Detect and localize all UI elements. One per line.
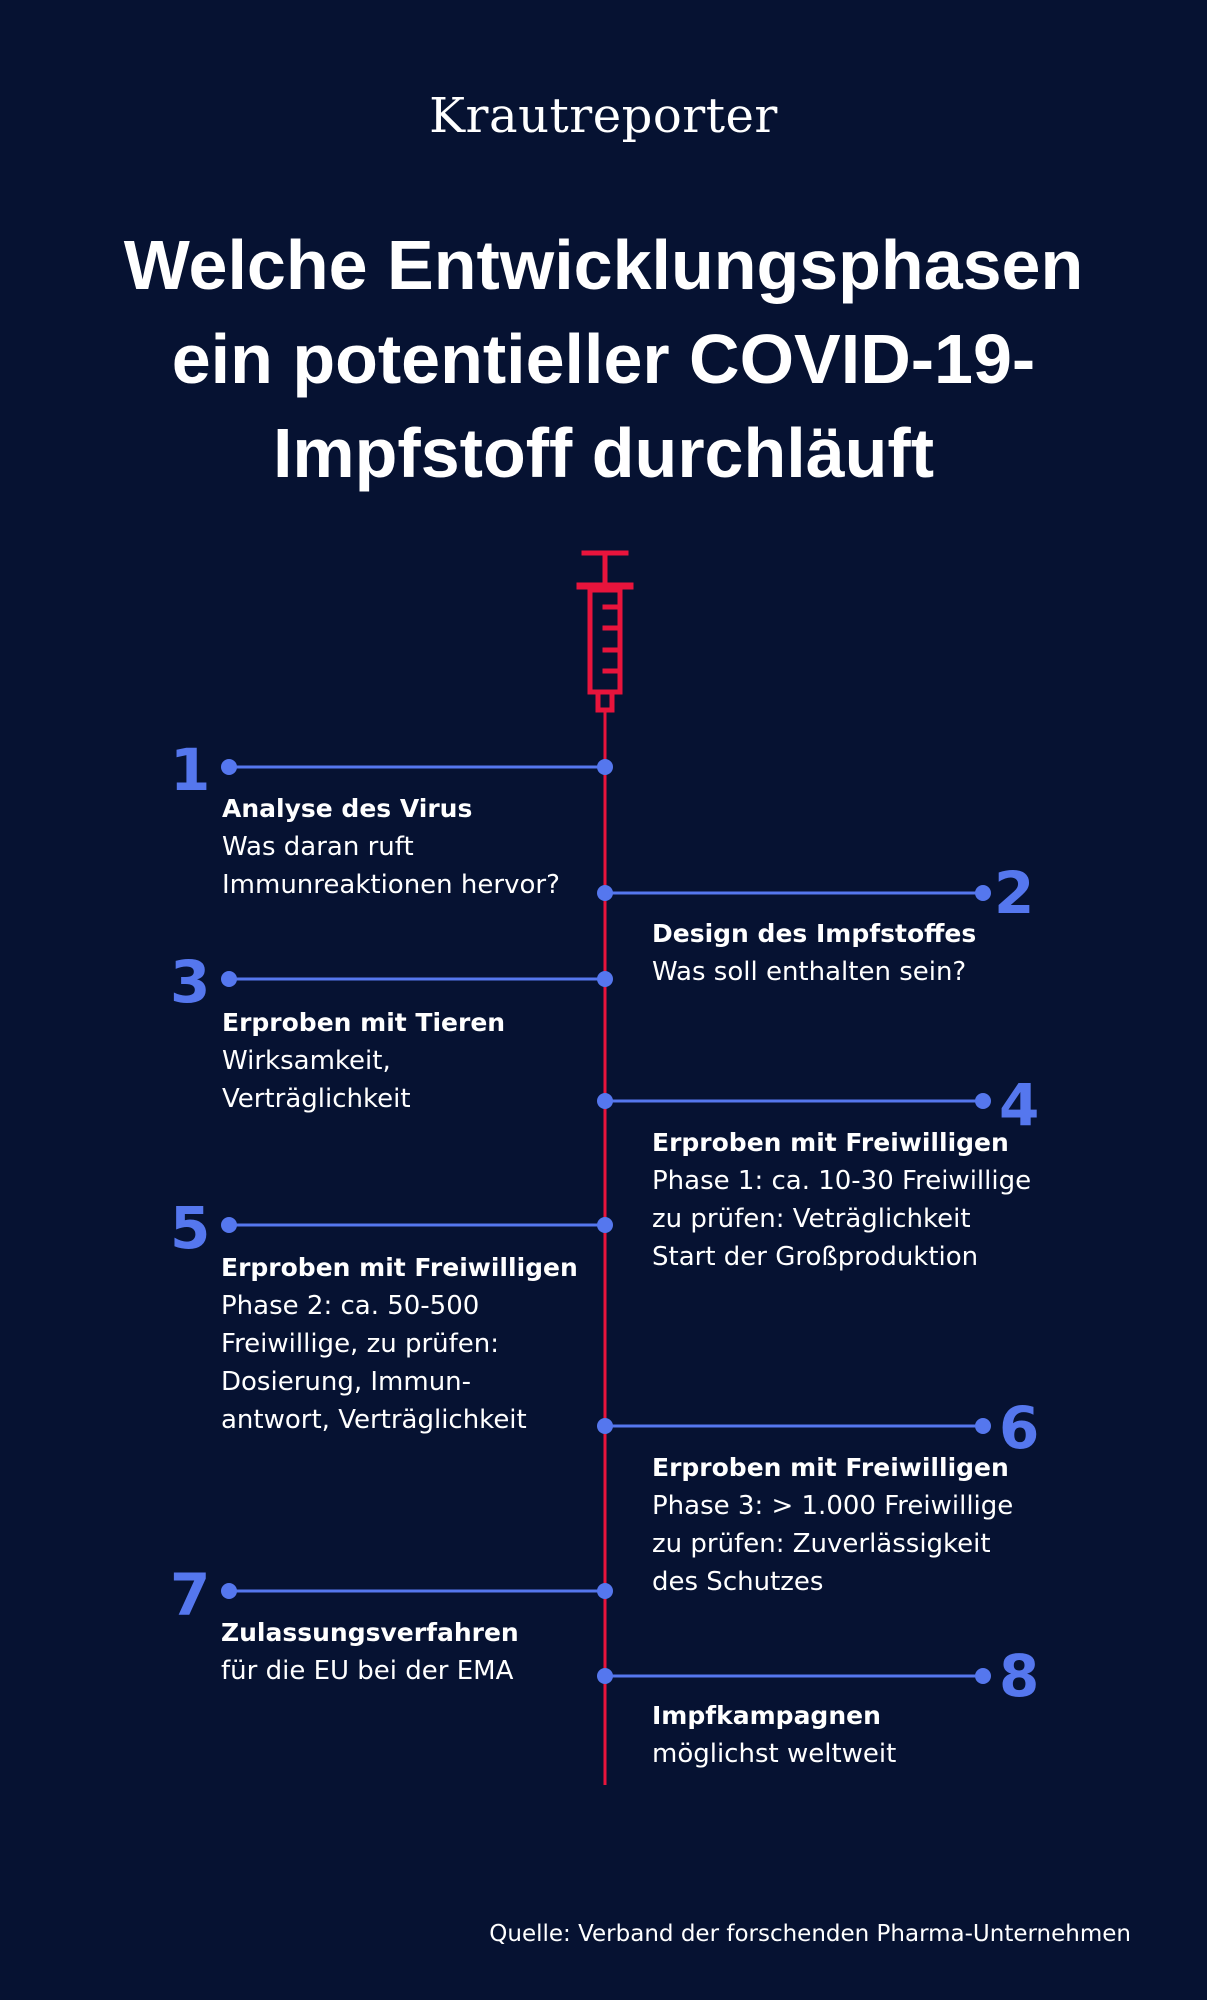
step-title: Erproben mit Freiwilligen xyxy=(221,1253,578,1282)
syringe-icon xyxy=(580,553,630,710)
step-description-line: Start der Großproduktion xyxy=(652,1242,979,1272)
step-description-line: für die EU bei der EMA xyxy=(221,1656,514,1686)
step-description xyxy=(652,953,1032,991)
step-4 xyxy=(652,1124,1092,1276)
title-line: ein potentieller COVID-19- xyxy=(171,320,1036,398)
step-description-line: Was daran ruft xyxy=(222,832,414,862)
step-number-3: 3 xyxy=(170,948,211,1016)
step-description xyxy=(652,1162,1092,1276)
step-description-line: Wirksamkeit, xyxy=(222,1046,391,1076)
brand-logo: Krautreporter xyxy=(429,88,778,144)
step-number-8: 8 xyxy=(999,1642,1040,1710)
step-title: Erproben mit Freiwilligen xyxy=(652,1128,1009,1157)
connector-end-dot-2 xyxy=(975,885,991,901)
connector-end-dot-8 xyxy=(975,1668,991,1684)
connector-spine-dot-6 xyxy=(597,1418,613,1434)
step-description-line: Phase 1: ca. 10-30 Freiwillige xyxy=(652,1166,1032,1196)
step-description-line: Was soll enthalten sein? xyxy=(652,957,967,987)
step-8 xyxy=(652,1697,1032,1773)
step-description-line: Freiwillige, zu prüfen: xyxy=(221,1329,500,1359)
step-5 xyxy=(221,1249,581,1439)
step-7 xyxy=(221,1614,601,1690)
connector-spine-dot-3 xyxy=(597,971,613,987)
step-description xyxy=(222,828,602,904)
step-description-line: Dosierung, Immun- xyxy=(221,1367,472,1397)
step-title: Zulassungsverfahren xyxy=(221,1618,519,1647)
step-number-7: 7 xyxy=(170,1561,211,1629)
step-title: Impfkampagnen xyxy=(652,1701,881,1730)
step-number-1: 1 xyxy=(170,736,211,804)
step-1 xyxy=(222,790,602,904)
connector-end-dot-6 xyxy=(975,1418,991,1434)
step-title: Analyse des Virus xyxy=(222,794,473,823)
step-description-line: zu prüfen: Veträglichkeit xyxy=(652,1204,971,1234)
step-number-6: 6 xyxy=(999,1394,1040,1462)
source-note: Quelle: Verband der forschenden Pharma-Unternehmen xyxy=(489,1921,1131,1947)
connector-end-dot-4 xyxy=(975,1093,991,1109)
step-description xyxy=(652,1735,1032,1773)
connector-end-dot-1 xyxy=(221,759,237,775)
step-description-line: Verträglichkeit xyxy=(222,1084,411,1114)
step-description xyxy=(222,1042,602,1118)
step-title: Erproben mit Freiwilligen xyxy=(652,1453,1009,1482)
step-number-4: 4 xyxy=(999,1071,1040,1139)
step-description-line: des Schutzes xyxy=(652,1567,824,1597)
title-line: Impfstoff durchläuft xyxy=(272,414,935,492)
step-description-line: antwort, Verträglichkeit xyxy=(221,1405,527,1435)
connector-spine-dot-1 xyxy=(597,759,613,775)
step-title: Erproben mit Tieren xyxy=(222,1008,506,1037)
connector-spine-dot-7 xyxy=(597,1583,613,1599)
step-number-2: 2 xyxy=(994,859,1035,927)
step-description-line: Phase 3: > 1.000 Freiwillige xyxy=(652,1491,1014,1521)
connector-end-dot-7 xyxy=(221,1583,237,1599)
connector-end-dot-5 xyxy=(221,1217,237,1233)
step-number-5: 5 xyxy=(170,1194,211,1262)
connector-spine-dot-5 xyxy=(597,1217,613,1233)
step-3 xyxy=(222,1004,602,1118)
step-title: Design des Impfstoffes xyxy=(652,919,977,948)
step-6 xyxy=(652,1449,1092,1601)
step-description-line: möglichst weltweit xyxy=(652,1739,897,1769)
title-line: Welche Entwicklungsphasen xyxy=(123,226,1084,304)
step-description xyxy=(221,1287,581,1439)
step-description xyxy=(652,1487,1092,1601)
step-description xyxy=(221,1652,601,1690)
connector-end-dot-3 xyxy=(221,971,237,987)
step-2 xyxy=(652,915,1032,991)
step-description-line: Phase 2: ca. 50-500 xyxy=(221,1291,480,1321)
step-description-line: zu prüfen: Zuverlässigkeit xyxy=(652,1529,991,1559)
step-description-line: Immunreaktionen hervor? xyxy=(222,870,560,900)
